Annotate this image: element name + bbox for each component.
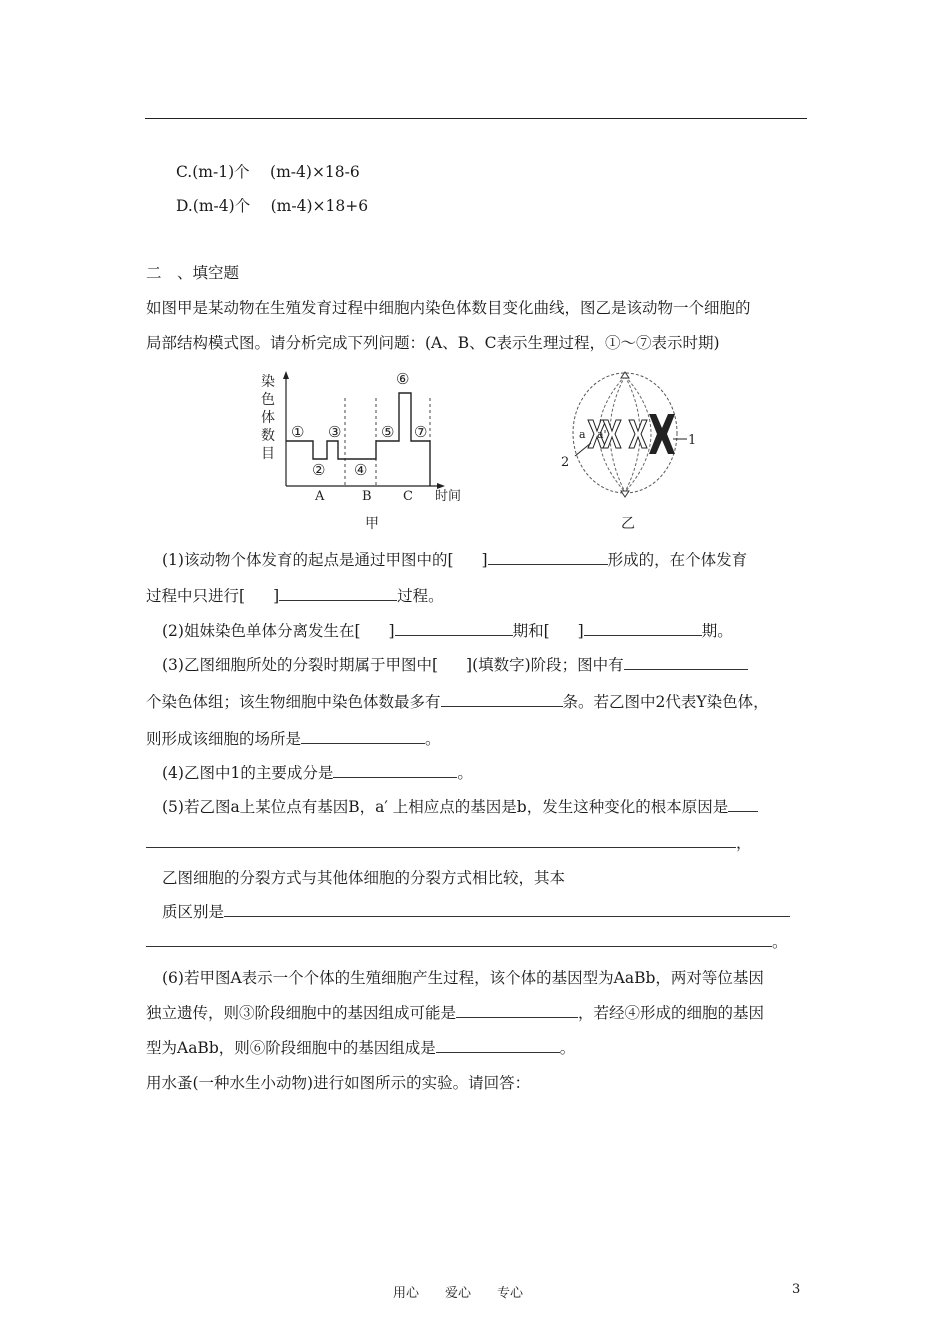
answer-blank[interactable] <box>624 655 748 670</box>
option-c: C.(m-1)个 (m-4)×18-6 <box>176 163 360 181</box>
option-d: D.(m-4)个 (m-4)×18+6 <box>176 197 369 215</box>
answer-blank[interactable] <box>456 1003 578 1018</box>
ylabel-char: 染 <box>261 374 275 390</box>
answer-blank[interactable] <box>441 692 563 707</box>
answer-blank[interactable] <box>224 902 790 917</box>
label-a: a <box>579 428 586 441</box>
figure-yi <box>555 368 715 533</box>
question-1-6-cont-2: 型为AaBb，则⑥阶段细胞中的基因组成是 。 <box>146 1039 576 1057</box>
label-1: 1 <box>688 433 697 448</box>
stage-label: ⑤ <box>381 423 395 441</box>
stage-label: ① <box>291 423 305 441</box>
question-1-5-cont-3: 质区别是 <box>162 902 790 922</box>
figure-caption-jia: 甲 <box>365 516 379 532</box>
answer-blank[interactable] <box>584 621 702 636</box>
answer-blank[interactable] <box>146 833 736 848</box>
process-label: A <box>315 489 325 504</box>
label-2: 2 <box>561 455 570 470</box>
answer-blank[interactable] <box>728 797 758 812</box>
figure-jia <box>255 368 475 533</box>
question-2-intro: 用水蚤(一种水生小动物)进行如图所示的实验。请回答： <box>146 1074 531 1092</box>
ylabel-char: 数 <box>261 428 275 444</box>
question-intro-line-2: 局部结构模式图。请分析完成下列问题：(A、B、C表示生理过程，①～⑦表示时期) <box>146 334 720 352</box>
label-a-prime: a' <box>597 428 607 441</box>
stage-label: ⑥ <box>396 370 410 388</box>
question-intro-line-1: 如图甲是某动物在生殖发育过程中细胞内染色体数目变化曲线，图乙是该动物一个细胞的 <box>146 299 751 317</box>
question-1-6-cont: 独立遗传，则③阶段细胞中的基因组成可能是 ，若经④形成的细胞的基因 <box>146 1004 765 1022</box>
header-rule <box>145 118 807 119</box>
stage-label: ④ <box>354 461 368 479</box>
stage-label: ② <box>312 461 326 479</box>
stage-label: ③ <box>328 423 342 441</box>
question-1-4: (4)乙图中1的主要成分是 。 <box>162 764 473 782</box>
ylabel-char: 目 <box>261 446 275 462</box>
question-1-5-cont: ， <box>146 833 752 853</box>
answer-blank[interactable] <box>488 550 608 565</box>
question-1-3-cont-2: 则形成该细胞的场所是 。 <box>146 730 441 748</box>
answer-blank[interactable] <box>436 1038 560 1053</box>
question-1-3-cont: 个染色体组；该生物细胞中染色体数最多有 条。若乙图中2代表Y染色体， <box>146 693 769 711</box>
question-1-1-cont: 过程中只进行[ ] 过程。 <box>146 587 444 605</box>
ylabel-char: 体 <box>261 410 275 426</box>
question-1-5: (5)若乙图a上某位点有基因B，a′ 上相应点的基因是b，发生这种变化的根本原因是 <box>162 797 758 817</box>
question-1-1: (1)该动物个体发育的起点是通过甲图中的[ ] 形成的，在个体发育 <box>162 551 748 569</box>
ylabel-char: 色 <box>261 392 275 408</box>
footer-motto: 用心 爱心 专心 <box>393 1286 524 1301</box>
x-axis-label: 时间 <box>435 489 462 504</box>
question-1-3: (3)乙图细胞所处的分裂时期属于甲图中[ ](填数字)阶段；图中有 <box>162 655 748 675</box>
answer-blank[interactable] <box>279 586 397 601</box>
question-1-6: (6)若甲图A表示一个个体的生殖细胞产生过程，该个体的基因型为AaBb，两对等位基因 <box>162 969 764 987</box>
question-1-5-cont-4: 。 <box>146 932 788 952</box>
process-label: C <box>403 489 413 504</box>
answer-blank[interactable] <box>395 621 513 636</box>
answer-blank[interactable] <box>301 729 425 744</box>
answer-blank[interactable] <box>333 763 457 778</box>
section-title: 二 、填空题 <box>146 264 240 282</box>
figure-caption-yi: 乙 <box>621 516 635 532</box>
question-1-2: (2)姐妹染色单体分离发生在[ ] 期和[ ] 期。 <box>162 622 733 640</box>
process-label: B <box>362 489 372 504</box>
answer-blank[interactable] <box>146 932 772 947</box>
question-1-5-cont-2: 乙图细胞的分裂方式与其他体细胞的分裂方式相比较，其本 <box>162 869 566 887</box>
stage-label: ⑦ <box>414 423 428 441</box>
page-number: 3 <box>792 1282 801 1297</box>
